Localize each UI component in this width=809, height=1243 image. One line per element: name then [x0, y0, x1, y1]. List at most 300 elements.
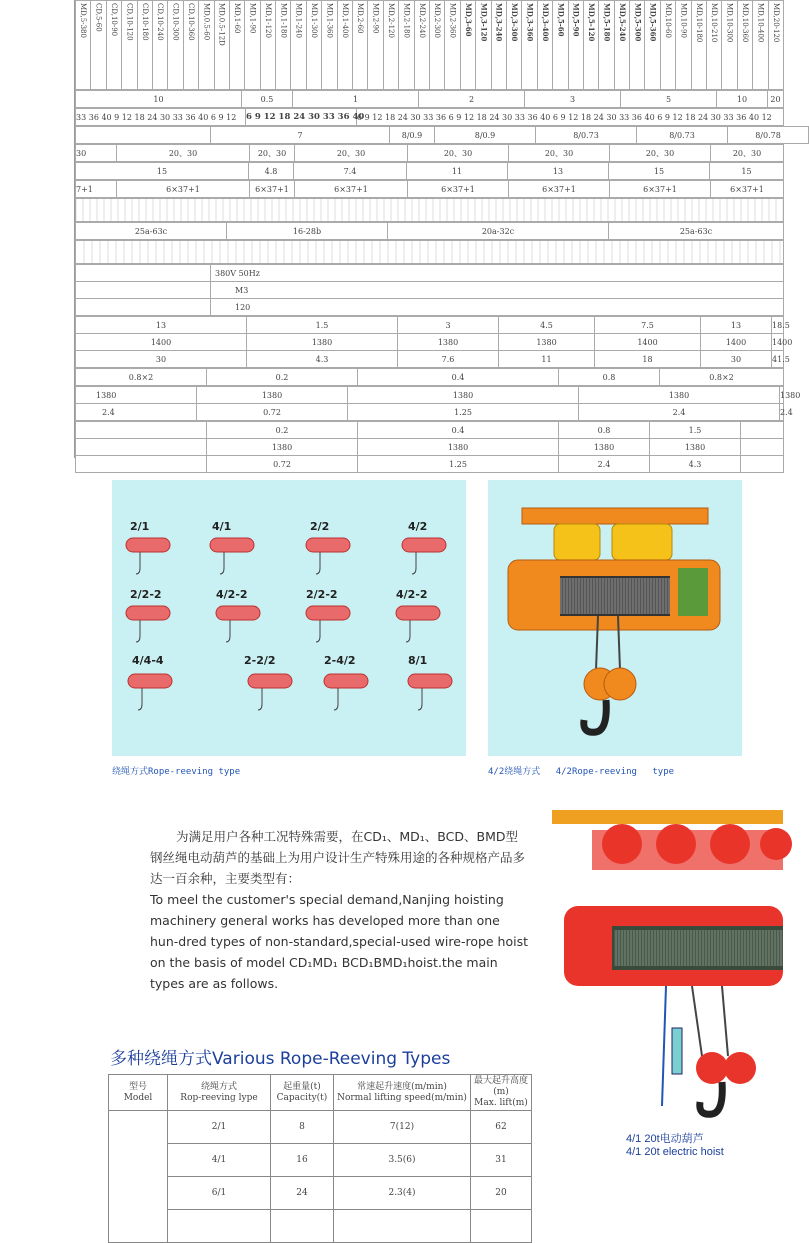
duty-row [76, 282, 784, 299]
table-cell: 2/1 [168, 1111, 271, 1144]
cell: 0.72 [207, 456, 358, 473]
hoist-caption-en: 4/1 20t electric hoist [626, 1146, 724, 1158]
drum-icon [248, 674, 292, 688]
hook-icon [418, 704, 422, 710]
cell: 1.25 [358, 456, 559, 473]
model-header-cell [614, 1, 629, 90]
cell: 18 [595, 351, 701, 368]
table-cell: 7(12) [334, 1111, 471, 1144]
cell [741, 422, 784, 439]
model-header-cell [599, 1, 614, 90]
cell: 20、30 [610, 145, 711, 162]
model-header-cell [214, 1, 229, 90]
cell: 4.3 [650, 456, 741, 473]
motor-power-row [76, 317, 784, 334]
model-name: MD,10-90 [679, 3, 688, 38]
table-cell: 3.5(6) [334, 1144, 471, 1177]
cell: 380V 50Hz [211, 265, 784, 282]
cell: 8/0.78 [728, 127, 809, 144]
cell: 4.8 [249, 163, 294, 180]
reeving-caption: 绕绳方式Rope-reeving type [112, 767, 241, 777]
model-name: MD,10-60 [664, 3, 673, 38]
cell: 8/0.9 [435, 127, 536, 144]
cell: 1380 [650, 439, 741, 456]
cell: 16-28b [227, 223, 388, 240]
table-cell: 31 [471, 1144, 532, 1177]
cell: 15 [609, 163, 710, 180]
cell: 1380 [398, 334, 499, 351]
cell: 8/0.73 [536, 127, 637, 144]
cell: 7 [211, 127, 390, 144]
model-name: MD,1-90 [248, 3, 257, 34]
cell [76, 439, 207, 456]
model-header-cell [445, 1, 460, 90]
hook-icon [136, 636, 140, 642]
table-cell [271, 1210, 334, 1243]
table-cell: 16 [271, 1144, 334, 1177]
cell [76, 109, 246, 126]
model-header-cell [337, 1, 352, 90]
cell: 1380 [579, 387, 780, 404]
cell: 1380 [348, 387, 579, 404]
cell: 20 [768, 91, 784, 108]
speed-row [76, 127, 809, 144]
model-name: CD,10-120 [125, 3, 134, 41]
model-header-cell [91, 1, 106, 90]
rope-spec-row [76, 181, 784, 198]
model-name: MD,2-90 [371, 3, 380, 34]
cell: 8/0.9 [390, 127, 435, 144]
cell: 20、30 [509, 145, 610, 162]
model-header-cell [122, 1, 137, 90]
drum-icon [128, 674, 172, 688]
cell: 120 [211, 299, 784, 316]
hook-icon [138, 704, 142, 710]
cell: 1 [293, 91, 419, 108]
model-header-cell [183, 1, 198, 90]
model-name: MD,2-300 [433, 3, 442, 38]
cell: 0.4 [358, 369, 559, 386]
hook-icon [226, 636, 230, 642]
hoist-photo [488, 480, 742, 756]
cell [76, 299, 211, 316]
model-name: MD,1-120 [263, 3, 272, 38]
model-name: MD,10-180 [694, 3, 703, 43]
power-row [76, 265, 784, 282]
cell: 6 9 12 18 24 30 33 36 40 [246, 109, 357, 126]
model-name: MD,5-180 [602, 3, 612, 42]
model-header-cell [229, 1, 244, 90]
reeving-label: 4/1 [212, 520, 232, 533]
reeving-label: 4/2-2 [216, 588, 248, 601]
cell: 1380 [559, 439, 650, 456]
reeving-label: 4/2-2 [396, 588, 428, 601]
column-header: 最大起升高度(m) Max. lift(m) [471, 1075, 532, 1111]
cell: 7.6 [398, 351, 499, 368]
reeving-label: 2/1 [130, 520, 150, 533]
cell [76, 265, 211, 282]
slow-motor-current-row [76, 456, 784, 473]
cell: 0.8 [559, 369, 660, 386]
lift-height-row [76, 109, 784, 126]
model-header-cell [414, 1, 429, 90]
model-name: MD,0.5-60 [202, 3, 211, 41]
model-name: MD,1-360 [325, 3, 334, 38]
table-cell: 4/1 [168, 1144, 271, 1177]
cell: 6×37+1 [610, 181, 711, 198]
cell: 1.5 [247, 317, 398, 334]
model-name: CD,10-240 [156, 3, 165, 41]
model-header-cell [137, 1, 152, 90]
hoist-caption-cn: 4/1 20t电动葫芦 [626, 1133, 704, 1145]
cell: 8/0.73 [637, 127, 728, 144]
cell: 0.2 [207, 369, 358, 386]
reeving-label: 4/4-4 [132, 654, 164, 667]
table-row [109, 1177, 532, 1210]
cell: 1400 [772, 334, 784, 351]
reeving-label: 2/2 [310, 520, 330, 533]
model-header-cell [291, 1, 306, 90]
model-name: MD,5-240 [617, 3, 627, 42]
model-header-cell [768, 1, 783, 90]
model-header-cell [660, 1, 675, 90]
model-header-cell [506, 1, 521, 90]
model-header-cell [691, 1, 706, 90]
table-cell: 24 [271, 1177, 334, 1210]
model-header-cell [553, 1, 568, 90]
cell: 30 [701, 351, 772, 368]
model-header-cell [645, 1, 660, 90]
cell [741, 439, 784, 456]
cell: 1400 [76, 334, 247, 351]
model-name: MD,3-120 [479, 3, 489, 42]
model-name: CD,10-360 [186, 3, 195, 41]
drum-icon [402, 538, 446, 552]
model-name: MD,2-180 [402, 3, 411, 38]
model-header-cell [568, 1, 583, 90]
model-name: MD,5-60 [556, 3, 566, 37]
hoist-caption [626, 1133, 724, 1159]
electric-hoist-illustration [552, 806, 783, 1128]
reeving-label: 8/1 [408, 654, 428, 667]
cell [76, 282, 211, 299]
drum-icon [126, 606, 170, 620]
drum-icon [126, 538, 170, 552]
reeving-label: 2-4/2 [324, 654, 356, 667]
cell: 30 [76, 145, 117, 162]
model-header-cell [168, 1, 183, 90]
cell: 2.4 [76, 404, 197, 421]
model-name: MD,1-60 [233, 3, 242, 34]
cell: 0.4 [358, 422, 559, 439]
model-header-cell [722, 1, 737, 90]
drum-icon [408, 674, 452, 688]
reeving-label: 2-2/2 [244, 654, 276, 667]
travel-motor-power-row [76, 369, 784, 386]
model-name: MD,1-400 [340, 3, 349, 38]
cell: 2 [419, 91, 525, 108]
cell: 20a-32c [388, 223, 609, 240]
model-header-cell [753, 1, 768, 90]
model-header-cell [306, 1, 321, 90]
model-name: CD,5-60 [94, 3, 103, 32]
motor-speed-row [76, 334, 784, 351]
cell: 1.5 [650, 422, 741, 439]
model-name: MD,5-120 [587, 3, 597, 42]
cell: 6×37+1 [295, 181, 408, 198]
photo-caption-cn: 4/2绕绳方式 [488, 767, 541, 777]
reeving-label: 2/2-2 [306, 588, 338, 601]
cell: 18.5 [772, 317, 784, 334]
cell: 6 9 12 18 24 30 33 36 6 9 12 18 24 30 33 36 40 6 9 12 18 24 30 33 36 40 6 9 12 18 24 30 33 36 40 12 [357, 109, 784, 126]
drum-icon [210, 538, 254, 552]
model-name: MD,10-360 [740, 3, 749, 43]
model-header-cell [260, 1, 275, 90]
column-header: 起重量(t) Capacity(t) [271, 1075, 334, 1111]
intro-en: To meel the customer's special demand,Nanjing hoisting machinery general works has developed more than one hun-dred types of non-standard,special-used wire-rope hoist on the basis of model CD₁MD₁ BCD₁BMD₁hoist.the main types are as follows. [150, 892, 529, 991]
cell: 0.72 [197, 404, 348, 421]
cell: 4.3 [247, 351, 398, 368]
wheel-load-row [76, 199, 784, 222]
cell: 6×37+1 [711, 181, 784, 198]
model-name: CD,10-180 [140, 3, 149, 41]
cell: 3 [525, 91, 621, 108]
model-name: MD,1-300 [310, 3, 319, 38]
drum-icon [306, 538, 350, 552]
drum-icon [216, 606, 260, 620]
cell: 1380 [499, 334, 595, 351]
cell: 30 [76, 351, 247, 368]
model-header-cell [368, 1, 383, 90]
cell: 10 [717, 91, 768, 108]
hook-icon [136, 568, 140, 574]
hook-icon [406, 636, 410, 642]
table-row [109, 1111, 532, 1144]
cell: 13 [76, 317, 247, 334]
electric-hoist-photo [552, 806, 783, 1128]
table-cell: 62 [471, 1111, 532, 1144]
rail-row [76, 223, 784, 240]
photo-caption-en: 4/2Rope-reeving type [555, 767, 675, 777]
model-header-cell [245, 1, 260, 90]
cell [76, 241, 784, 264]
cell: 1380 [247, 334, 398, 351]
cell: 15 [76, 163, 249, 180]
cell [76, 127, 211, 144]
cell: 7.4 [294, 163, 407, 180]
cell: 11 [499, 351, 595, 368]
model-name: MD,3-360 [525, 3, 535, 42]
model-name: CD,10-90 [109, 3, 118, 37]
cell [76, 456, 207, 473]
model-name: MD,2-60 [356, 3, 365, 34]
cell: 0.8×2 [76, 369, 207, 386]
model-header-cell [429, 1, 444, 90]
table-cell: 8 [271, 1111, 334, 1144]
model-header-cell [676, 1, 691, 90]
hook-icon [316, 636, 320, 642]
table-cell: 6/1 [168, 1177, 271, 1210]
model-header-cell [152, 1, 167, 90]
model-name: MD,2-120 [387, 3, 395, 38]
intro-paragraph [150, 826, 530, 994]
table-row [109, 1210, 532, 1243]
travel-motor-current-row [76, 404, 784, 421]
model-name: MD,5-90 [571, 3, 581, 37]
model-header-cell [537, 1, 552, 90]
model-name: MD,3-240 [494, 3, 504, 42]
cell: 20、30 [250, 145, 295, 162]
hook-icon [316, 568, 320, 574]
model-header-row [76, 1, 784, 90]
hook-icon [220, 568, 224, 574]
cell: 3 [398, 317, 499, 334]
model-header-cell [106, 1, 121, 90]
model-header-cell [630, 1, 645, 90]
drum-icon [396, 606, 440, 620]
table-cell: 2.3(4) [334, 1177, 471, 1210]
travel-speed-row [76, 145, 784, 162]
model-name: MD,0.5-12D [217, 3, 226, 46]
cell [76, 422, 207, 439]
cell: 1.25 [348, 404, 579, 421]
table-cell [471, 1210, 532, 1243]
model-name: MD,5-300 [633, 3, 643, 42]
cell: 25a-63c [609, 223, 784, 240]
hoist-illustration [488, 480, 742, 756]
model-header-cell [707, 1, 722, 90]
photo-caption [488, 764, 674, 777]
cell: 0.8×2 [660, 369, 784, 386]
model-name: MD,5-360 [648, 3, 658, 42]
table-cell [168, 1210, 271, 1243]
cell: 20、30 [711, 145, 784, 162]
cell: 2.4 [559, 456, 650, 473]
cell: 4.5 [499, 317, 595, 334]
model-header-cell [353, 1, 368, 90]
section-heading: 多种绕绳方式Various Rope-Reeving Types [110, 1049, 451, 1069]
column-header: 常速起升速度(m/min) Normal lifting speed(m/min) [334, 1075, 471, 1111]
reeving-types-table [108, 1074, 532, 1243]
cell: 0.2 [207, 422, 358, 439]
cell: 25a-63c [76, 223, 227, 240]
hook-icon [258, 704, 262, 710]
model-name: MD,10-210 [710, 3, 719, 43]
cell: 11 [407, 163, 508, 180]
cell: 6×37+1 [509, 181, 610, 198]
model-name: MD,3-60 [463, 3, 473, 37]
slow-motor-power-row [76, 422, 784, 439]
cell: 2.4 [780, 404, 784, 421]
cell: 6×37+1 [250, 181, 295, 198]
cell: 1380 [197, 387, 348, 404]
table-cell: 20 [471, 1177, 532, 1210]
table-row [109, 1144, 532, 1177]
cell: 1380 [780, 387, 784, 404]
travel-motor-speed-row [76, 387, 784, 404]
model-header-cell [399, 1, 414, 90]
model-name: MD,10-400 [756, 3, 765, 43]
cell: 13 [701, 317, 772, 334]
radius-row [76, 241, 784, 264]
cell [741, 456, 784, 473]
cell: 1380 [76, 387, 197, 404]
model-name: MD,3-400 [540, 3, 550, 42]
cell: 1400 [595, 334, 701, 351]
model-name: MD,5-380 [79, 3, 88, 38]
cell: 20、30 [117, 145, 250, 162]
cell: 7.5 [595, 317, 701, 334]
model-header-cell [276, 1, 291, 90]
model-header-cell [199, 1, 214, 90]
reeving-label: 4/2 [408, 520, 428, 533]
cell: 5 [621, 91, 717, 108]
cell: 1380 [207, 439, 358, 456]
cell: 15 [710, 163, 784, 180]
model-header-cell [583, 1, 598, 90]
cell: 0.8 [559, 422, 650, 439]
model-header-cell [383, 1, 398, 90]
model-header-cell [476, 1, 491, 90]
motor-current-row [76, 351, 784, 368]
slow-motor-speed-row [76, 439, 784, 456]
spec-table [74, 0, 801, 469]
model-name: CD,10-300 [171, 3, 180, 41]
model-name: MD,1-180 [279, 3, 288, 38]
cell: 20、30 [295, 145, 408, 162]
reeving-label: 2/2-2 [130, 588, 162, 601]
cell: 13 [508, 163, 609, 180]
table-header-row [109, 1075, 532, 1111]
model-name: MD,1-240 [294, 3, 303, 38]
starts-row [76, 299, 784, 316]
model-name: MD,20-120 [771, 3, 780, 43]
model-header-cell [491, 1, 506, 90]
drum-icon [306, 606, 350, 620]
cell: 6×37+1 [117, 181, 250, 198]
cell: 41.5 [772, 351, 784, 368]
hook-icon [412, 568, 416, 574]
model-header-cell [522, 1, 537, 90]
cell: 10 [76, 91, 242, 108]
capacity-row [76, 91, 784, 108]
cell: 1380 [358, 439, 559, 456]
cell: 6×37+1 [408, 181, 509, 198]
drum-icon [324, 674, 368, 688]
cell: 2.4 [579, 404, 780, 421]
lift-values-a: 33 36 40 9 12 18 24 30 33 36 40 6 9 12 [76, 112, 237, 122]
column-header: 绕绳方式 Rop-reeving lype [168, 1075, 271, 1111]
model-header-cell [322, 1, 337, 90]
cell: 7+1 [76, 181, 117, 198]
cell: M3 [211, 282, 784, 299]
cell: 1400 [701, 334, 772, 351]
model-header-cell [737, 1, 752, 90]
table-cell [334, 1210, 471, 1243]
hook-icon [334, 704, 338, 710]
model-name: MD,2-240 [417, 3, 426, 38]
column-header: 型号 Model [109, 1075, 168, 1111]
model-name: MD,3-300 [510, 3, 520, 42]
cell: 20、30 [408, 145, 509, 162]
reeving-diagram-panel [112, 480, 466, 756]
table-cell [109, 1111, 168, 1243]
intro-cn: 为满足用户各种工况特殊需要，在CD₁、MD₁、BCD、BMD型钢丝绳电动葫芦的基础上为用户设计生产特殊用途的各种规格产品多达一百余种，主要类型有： [150, 829, 526, 886]
model-header-cell [460, 1, 475, 90]
cell: 0.5 [242, 91, 293, 108]
model-header-cell [76, 1, 91, 90]
rope-diameter-row [76, 163, 784, 180]
